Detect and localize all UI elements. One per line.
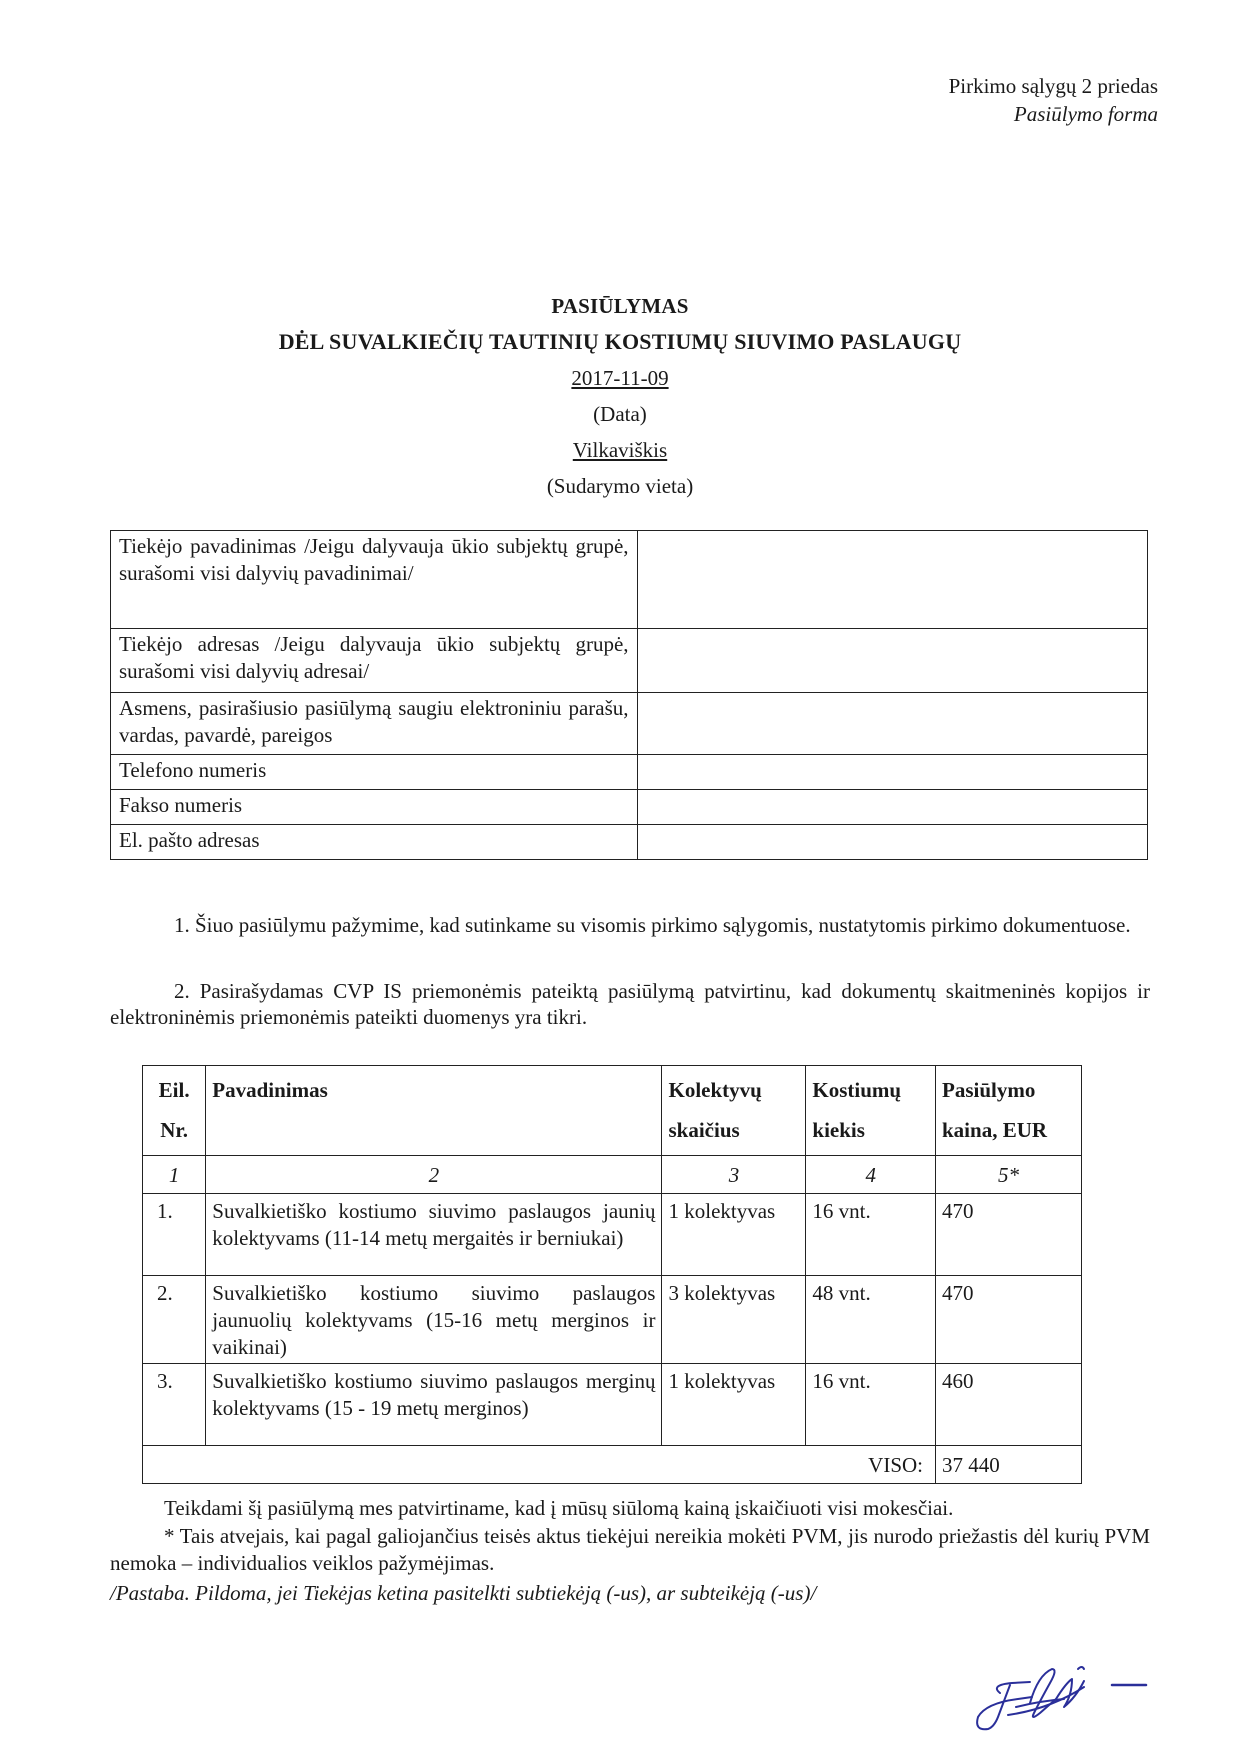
document-date: 2017-11-09 (571, 366, 669, 390)
phone-field[interactable] (637, 755, 1147, 790)
col-header-collectives: Kolektyvų skaičius (662, 1066, 806, 1156)
vat-note: * Tais atvejais, kai pagal galiojančius teisės aktus tiekėjui nereikia mokėti PVM, jis nurodo priežastis dėl kurių PVM nemoka – individualios veiklos pažymėjimas. (110, 1524, 1150, 1575)
table-row (143, 1364, 1082, 1446)
row-name: Suvalkietiško kostiumo siuvimo paslaugos jaunių kolektyvams (11-14 metų mergaitės ir berniukai) (206, 1194, 662, 1276)
table-row (111, 693, 1148, 755)
row-collectives: 1 kolektyvas (662, 1194, 806, 1276)
supplier-address-label: Tiekėjo adresas /Jeigu dalyvauja ūkio subjektų grupė, surašomi visi dalyvių adresai/ (111, 629, 638, 693)
table-row (111, 825, 1148, 860)
supplier-info-table (110, 530, 1148, 860)
column-number: 4 (806, 1156, 936, 1194)
table-row (111, 755, 1148, 790)
column-number: 2 (206, 1156, 662, 1194)
total-value: 37 440 (936, 1446, 1082, 1484)
col-header-costumes: Kostiumų kiekis (806, 1066, 936, 1156)
annex-line: Pirkimo sąlygų 2 priedas (948, 74, 1158, 98)
document-subtitle: DĖL SUVALKIEČIŲ TAUTINIŲ KOSTIUMŲ SIUVIMO PASLAUGŲ (278, 329, 962, 354)
row-costumes: 16 vnt. (806, 1364, 936, 1446)
col-header-name: Pavadinimas (206, 1066, 662, 1156)
statement-1: 1. Šiuo pasiūlymu pažymime, kad sutinkame su visomis pirkimo sąlygomis, nustatytomis pirkimo dokumentuose. (174, 913, 1131, 937)
supplier-name-label: Tiekėjo pavadinimas /Jeigu dalyvauja ūkio subjektų grupė, surašomi visi dalyvių pavadinimai/ (111, 531, 638, 629)
table-row (143, 1276, 1082, 1364)
email-label: El. pašto adresas (111, 825, 638, 860)
signatory-field[interactable] (637, 693, 1147, 755)
fax-label: Fakso numeris (111, 790, 638, 825)
table-row (111, 629, 1148, 693)
col-header-price: Pasiūlymo kaina, EUR (936, 1066, 1082, 1156)
row-nr: 1. (143, 1194, 206, 1276)
column-number: 3 (662, 1156, 806, 1194)
table-header-row (143, 1066, 1082, 1156)
table-row (143, 1194, 1082, 1276)
row-nr: 2. (143, 1276, 206, 1364)
row-costumes: 16 vnt. (806, 1194, 936, 1276)
row-name: Suvalkietiško kostiumo siuvimo paslaugos jaunuolių kolektyvams (15-16 metų merginos ir vaikinai) (206, 1276, 662, 1364)
total-label: VISO: (143, 1446, 936, 1484)
row-price: 470 (936, 1276, 1082, 1364)
row-collectives: 1 kolektyvas (662, 1364, 806, 1446)
statement-2: 2. Pasirašydamas CVP IS priemonėmis pateiktą pasiūlymą patvirtinu, kad dokumentų skaitmeninės kopijos ir elektroninėmis priemonėmis pateikti duomenys yra tikri. (110, 979, 1150, 1029)
row-nr: 3. (143, 1364, 206, 1446)
col-header-nr: Eil. Nr. (143, 1066, 206, 1156)
column-number-row (143, 1156, 1082, 1194)
form-name: Pasiūlymo forma (1013, 102, 1158, 126)
fax-field[interactable] (637, 790, 1147, 825)
signatory-label: Asmens, pasirašiusio pasiūlymą saugiu elektroniniu parašu, vardas, pavardė, pareigos (111, 693, 638, 755)
total-row (143, 1446, 1082, 1484)
date-label: (Data) (593, 402, 647, 426)
annex-label (949, 72, 1158, 128)
row-collectives: 3 kolektyvas (662, 1276, 806, 1364)
title-block (0, 290, 1240, 502)
email-field[interactable] (637, 825, 1147, 860)
row-price: 460 (936, 1364, 1082, 1446)
supplier-name-field[interactable] (637, 531, 1147, 629)
table-row (111, 531, 1148, 629)
row-name: Suvalkietiško kostiumo siuvimo paslaugos merginų kolektyvams (15 - 19 metų merginos) (206, 1364, 662, 1446)
place-label: (Sudarymo vieta) (546, 474, 694, 498)
subcontractor-remark: /Pastaba. Pildoma, jei Tiekėjas ketina pasitelkti subtiekėją (-us), ar subteikėją (-us)/ (110, 1581, 817, 1605)
row-price: 470 (936, 1194, 1082, 1276)
row-costumes: 48 vnt. (806, 1276, 936, 1364)
signature-icon (960, 1655, 1150, 1735)
price-table (142, 1065, 1082, 1484)
column-number: 5* (936, 1156, 1082, 1194)
taxes-statement: Teikdami šį pasiūlymą mes patvirtiname, kad į mūsų siūlomą kainą įskaičiuoti visi mokesčiai. (164, 1496, 954, 1520)
document-title: PASIŪLYMAS (551, 294, 689, 318)
table-row (111, 790, 1148, 825)
document-place: Vilkaviškis (572, 438, 668, 462)
column-number: 1 (143, 1156, 206, 1194)
phone-label: Telefono numeris (111, 755, 638, 790)
supplier-address-field[interactable] (637, 629, 1147, 693)
